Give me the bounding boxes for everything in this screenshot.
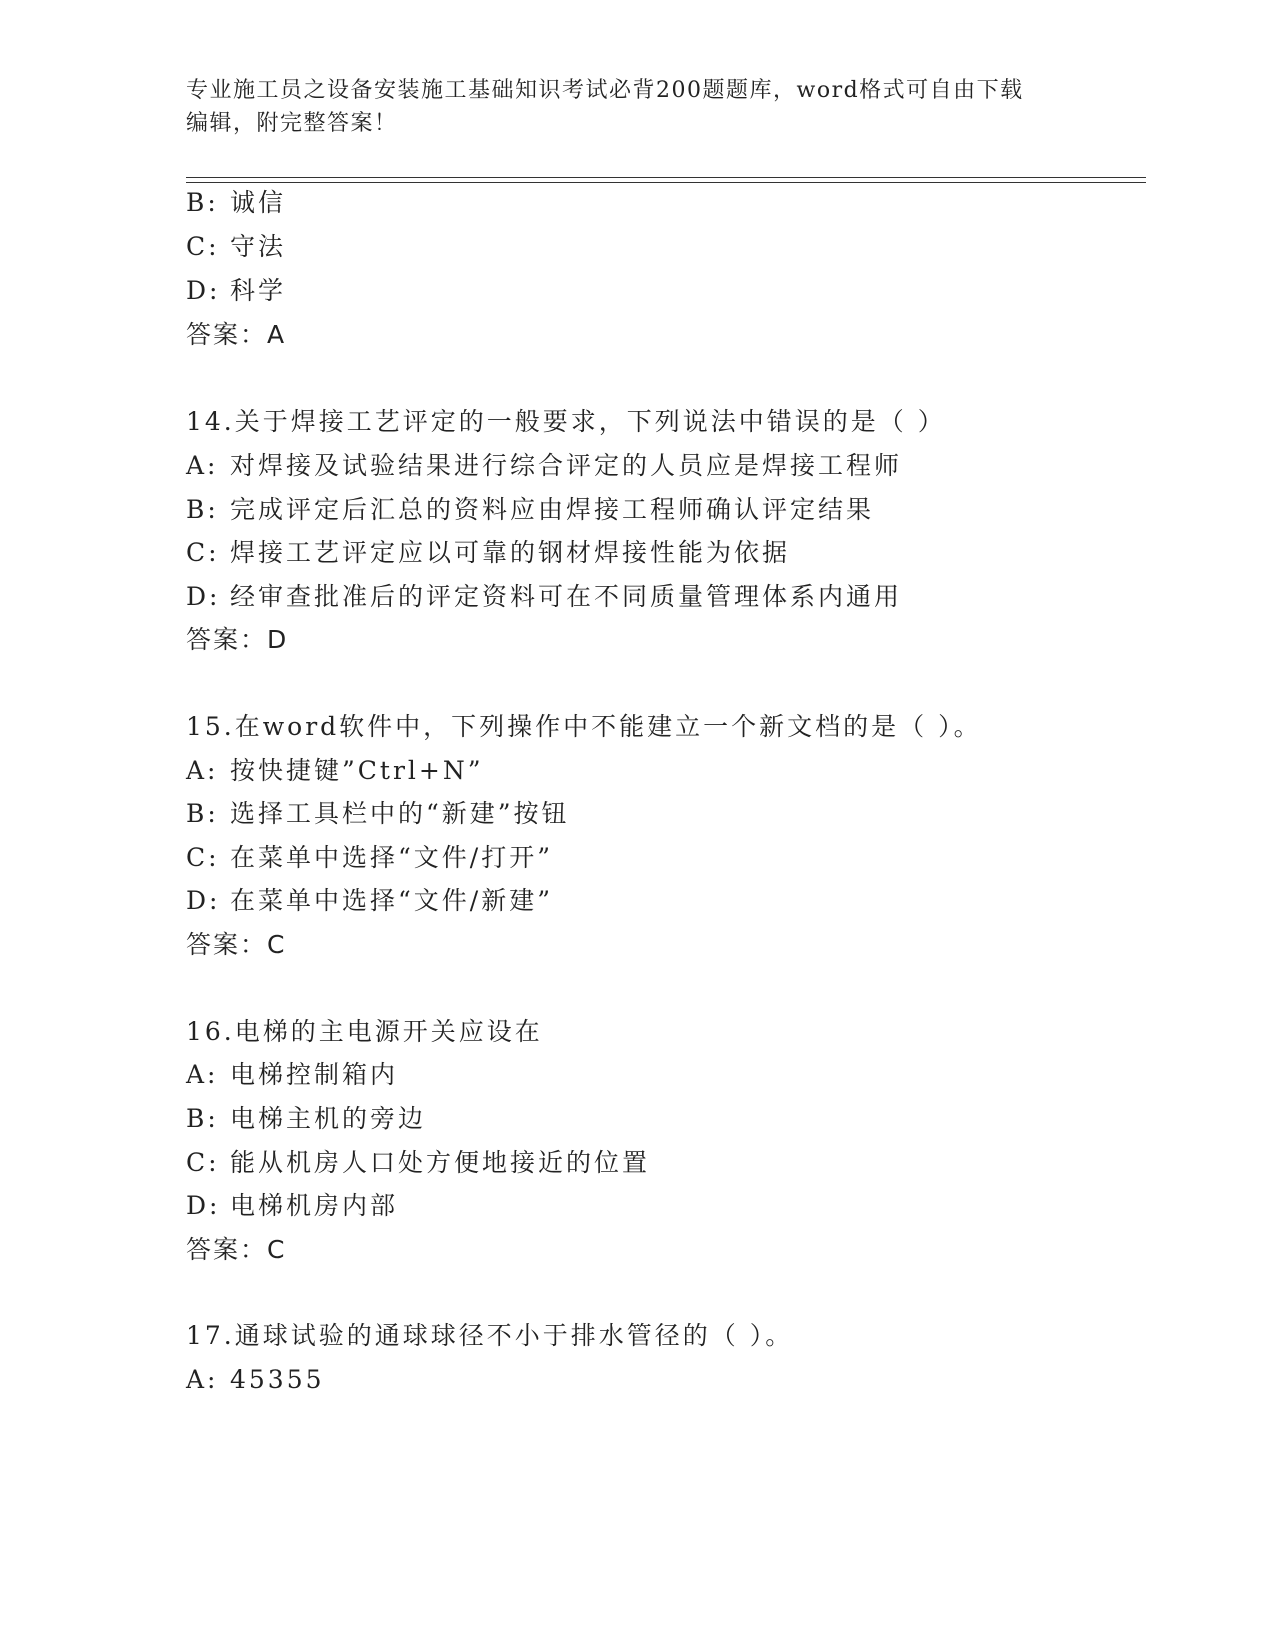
option-key: B: [186, 799, 219, 828]
q14-option-c [186, 536, 790, 570]
option-text: 电梯主机的旁边 [230, 1104, 427, 1133]
document-header [186, 74, 1086, 140]
header-title-line-1: 专业施工员之设备安装施工基础知识考试必背200题题库，word格式可自由下载 [186, 78, 1024, 103]
option-key: D: [186, 276, 221, 305]
option-text: 电梯控制箱内 [230, 1060, 399, 1089]
q14-stem: 14.关于焊接工艺评定的一般要求，下列说法中错误的是（ ） [186, 407, 946, 436]
q15-option-c [186, 841, 553, 875]
q16-stem: 16.电梯的主电源开关应设在 [186, 1017, 543, 1046]
option-key: D: [186, 886, 221, 915]
q15-option-d [186, 884, 553, 918]
header-divider-top [186, 177, 1146, 178]
q13-option-d [186, 274, 286, 308]
option-text: 能从机房人口处方便地接近的位置 [230, 1148, 651, 1177]
option-key: B: [186, 495, 219, 524]
q14-answer: 答案：D [186, 625, 289, 654]
option-text: 选择工具栏中的“新建”按钮 [230, 799, 570, 828]
option-text: 科学 [230, 276, 287, 305]
option-key: D: [186, 582, 221, 611]
option-key: D: [186, 1191, 221, 1220]
q14-option-b [186, 493, 874, 527]
option-key: A: [186, 1365, 219, 1394]
q14-option-d [186, 580, 902, 614]
q16-option-d [186, 1189, 398, 1223]
q13-answer: 答案：A [186, 320, 287, 349]
option-text: 完成评定后汇总的资料应由焊接工程师确认评定结果 [230, 495, 875, 524]
option-key: B: [186, 1104, 219, 1133]
q16-answer: 答案：C [186, 1235, 287, 1264]
q15-option-a [186, 754, 484, 788]
option-text: 在菜单中选择“文件/打开” [230, 843, 553, 872]
option-text: 在菜单中选择“文件/新建” [230, 886, 553, 915]
option-text: 对焊接及试验结果进行综合评定的人员应是焊接工程师 [230, 451, 903, 480]
option-key: A: [186, 756, 219, 785]
q17-option-a [186, 1363, 325, 1397]
option-text: 焊接工艺评定应以可靠的钢材焊接性能为依据 [230, 538, 791, 567]
option-key: A: [186, 451, 219, 480]
option-text: 电梯机房内部 [230, 1191, 399, 1220]
option-text: 诚信 [230, 188, 287, 217]
q15-stem: 15.在word软件中，下列操作中不能建立一个新文档的是（ ）。 [186, 712, 982, 741]
q13-option-b [186, 186, 286, 220]
option-text: 45355 [230, 1365, 325, 1394]
q15-answer: 答案：C [186, 930, 287, 959]
option-key: A: [186, 1060, 219, 1089]
header-title-line-2: 编辑，附完整答案！ [186, 111, 398, 136]
option-key: C: [186, 843, 220, 872]
option-key: C: [186, 232, 220, 261]
option-key: C: [186, 1148, 220, 1177]
q17-stem: 17.通球试验的通球球径不小于排水管径的（ ）。 [186, 1321, 794, 1350]
q14-option-a [186, 449, 902, 483]
header-divider-bottom [186, 182, 1146, 183]
q16-option-a [186, 1058, 398, 1092]
option-text: 守法 [230, 232, 287, 261]
option-key: C: [186, 538, 220, 567]
q16-option-b [186, 1102, 426, 1136]
option-text: 经审查批准后的评定资料可在不同质量管理体系内通用 [230, 582, 903, 611]
option-key: B: [186, 188, 219, 217]
q16-option-c [186, 1146, 650, 1180]
q13-option-c [186, 230, 286, 264]
q15-option-b [186, 797, 570, 831]
option-text: 按快捷键”Ctrl+N” [230, 756, 484, 785]
